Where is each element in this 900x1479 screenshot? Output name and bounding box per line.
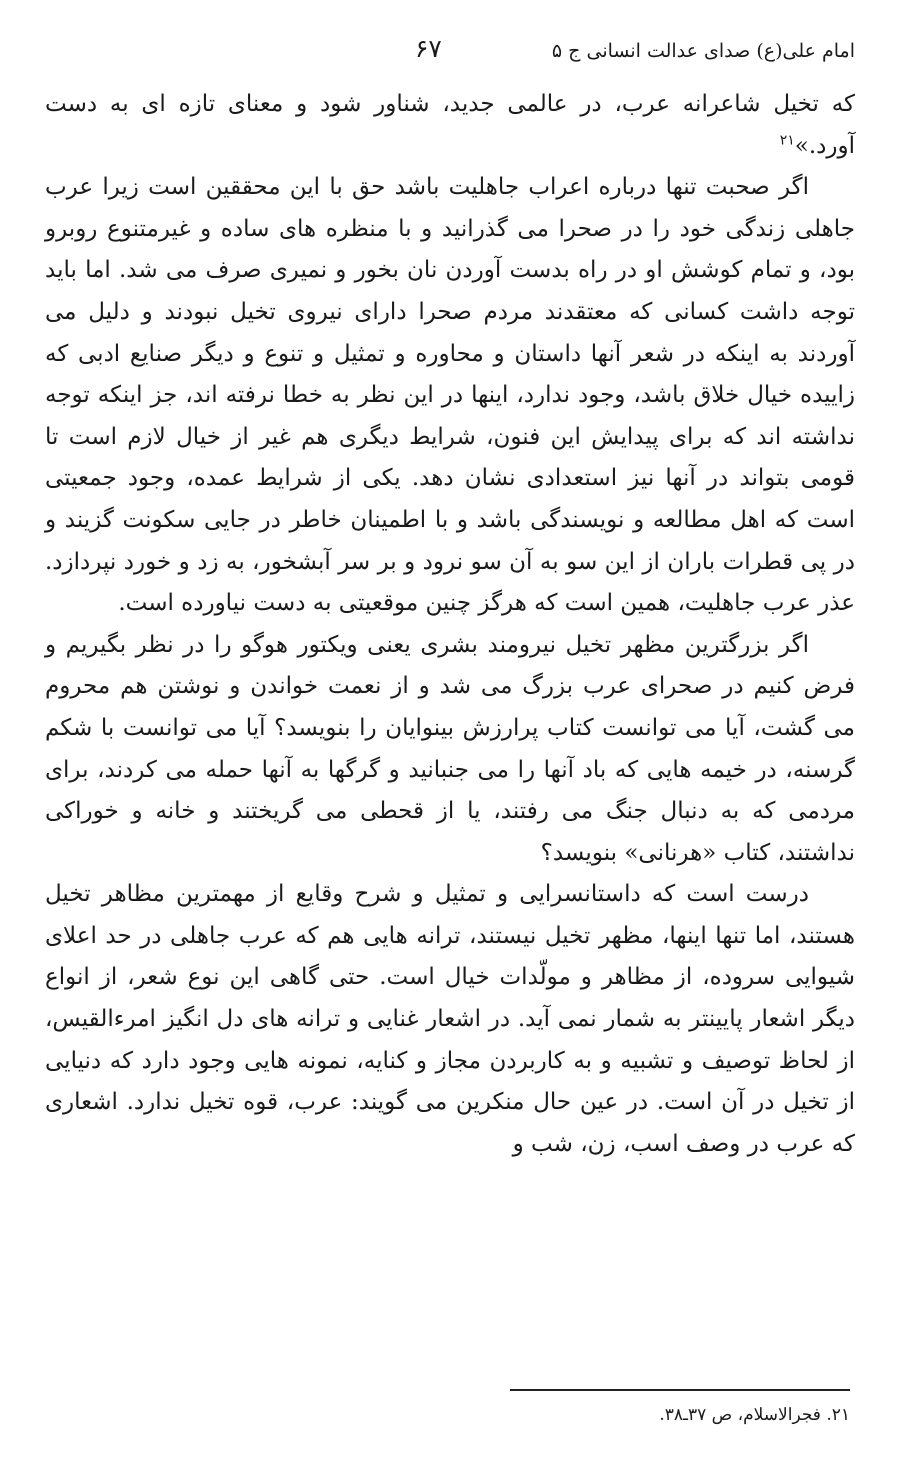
paragraph-3: اگر بزرگترین مظهر تخیل نیرومند بشری یعنی ویکتور هوگو را در نظر بگیریم و فرض کنیم در صحرای عرب بزرگ می شد و از نعمت خواندن و نوشتن هم محروم می گشت، آیا می توانست کتاب پرارزش بینوایان را بنویسد؟ آیا می توانست با شکم گرسنه، در خیمه هایی که باد آنها را می جنبانید و گرگها به آنها حمله می کردند، برای مردمی که به دنبال جنگ می رفتند، یا از قحطی می گریختند و خانه و خوراکی نداشتند، کتاب «هرنانی» بنویسد؟ [45,631,855,866]
paragraph-1 [45,84,855,167]
paragraph-1-text: که تخیل شاعرانه عرب، در عالمی جدید، شناور شود و معنای تازه ای به دست آورد.» [45,91,855,159]
paragraph-2: اگر صحبت تنها درباره اعراب جاهلیت باشد حق با این محققین است زیرا عرب جاهلی زندگی خود را در صحرا می گذرانید و با منظره های ساده و غیرمتنوع روبرو بود، و تمام کوشش او در راه بدست آوردن نان بخور و نمیری صرف می شد. اما باید توجه داشت کسانی که معتقدند مردم صحرا دارای نیروی تخیل نبودند و دلیل می آوردند به اینکه در شعر آنها داستان و محاوره و تمثیل و تنوع و دیگر صنایع ادبی که زاییده خیال خلاق باشد، وجود ندارد، اینها در این نظر به خطا نرفته اند، جز اینکه توجه نداشته اند که برای پیدایش این فنون، شرایط دیگری هم غیر از خیال لازم است تا قومی بتواند در آنها نیز استعدادی نشان دهد. یکی از شرایط عمده، وجود جمعیتی است که اهل مطالعه و نویسندگی باشد و با اطمینان خاطر در جایی سکونت گزیند و در پی قطرات باران از این سو به آن سو نرود و بر سر آبشخور، به زد و خورد نپردازد. عذر عرب جاهلیت، همین است که هرگز چنین موقعیتی به دست نیاورده است. [45,174,855,617]
footnote: ۲۱. فجرالاسلام، ص ۳۷ـ۳۸. [659,1405,850,1425]
footnote-reference[interactable]: ۲۱ [779,131,795,148]
page-header [45,34,855,74]
footnote-divider [510,1389,850,1391]
body-text [45,84,855,1165]
running-title: امام علی(ع) صدای عدالت انسانی ج ۵ [551,40,855,62]
page-number: ۶۷ [415,34,442,63]
paragraph-4: درست است که داستانسرایی و تمثیل و شرح وقایع از مهمترین مظاهر تخیل هستند، اما تنها اینها، مظهر تخیل نیستند، ترانه هایی هم که عرب جاهلی در حد اعلای شیوایی سروده، از مظاهر و مولّدات خیال است. حتی گاهی این نوع شعر، از انواع دیگر اشعار پایینتر به شمار نمی آید. در اشعار غنایی و ترانه های دل انگیز امرءالقیس، از لحاظ توصیف و تشبیه و به کاربردن مجاز و کنایه، نمونه هایی وجود دارد که دنیایی از تخیل در آن است. در عین حال منکرین می گویند: عرب، قوه تخیل ندارد. اشعاری که عرب در وصف اسب، زن، شب و [45,881,855,1157]
